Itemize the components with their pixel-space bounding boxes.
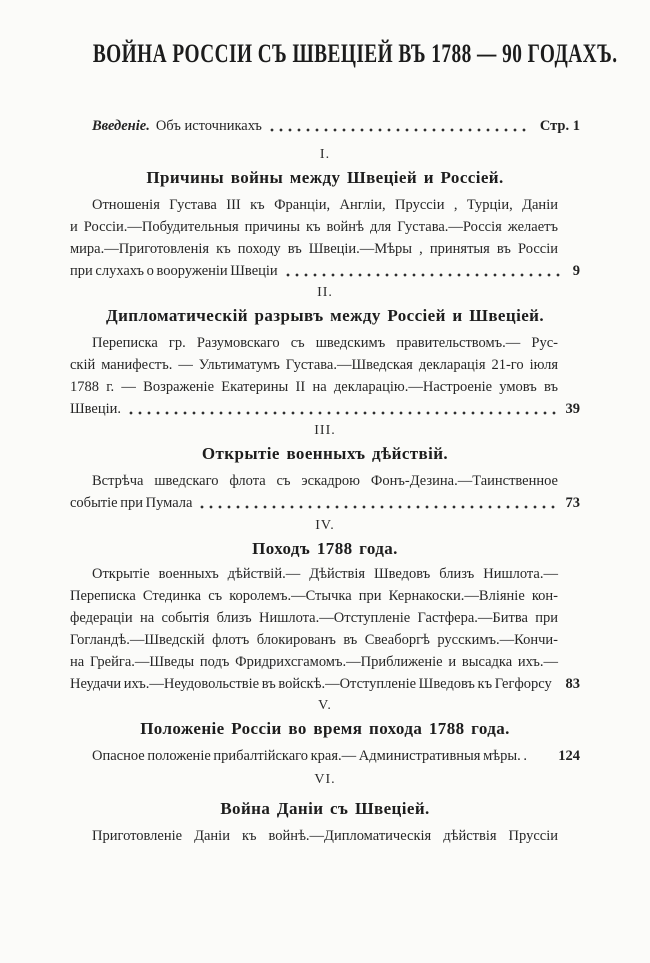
toc-section-2	[70, 284, 580, 420]
summary-line: на Грейга.—Шведы подъ Фридрихсгамомъ.—Приближеніе и высадка ихъ.—	[70, 654, 558, 670]
dot-leader	[286, 272, 563, 278]
summary-last-line	[70, 492, 580, 514]
summary-line: Открытіе военныхъ дѣйствій.— Дѣйствія Шведовъ близъ Нишлота.—	[92, 566, 558, 582]
dot-leader	[270, 127, 530, 133]
toc-section-4	[70, 517, 580, 695]
page-number: 124	[558, 748, 580, 764]
summary-last-line	[70, 673, 580, 695]
summary-line: Неудачи ихъ.—Неудовольствіе въ войскѣ.—Отступленіе Шведовъ къ Гегфорсу	[70, 676, 552, 692]
toc-entry-introduction	[70, 115, 580, 137]
summary-line: Встрѣча шведскаго флота съ эскадрою Фонъ-Дезина.—Таинственное	[92, 473, 558, 489]
section-heading: Война Даніи съ Швеціей.	[220, 799, 430, 818]
toc-section-1	[70, 146, 580, 282]
summary-line: скій манифестъ. — Ультиматумъ Густава.—Шведская декларація 21-го іюля	[70, 357, 558, 373]
section-numeral: II.	[317, 285, 333, 300]
section-summary	[70, 470, 580, 514]
section-numeral: V.	[318, 698, 332, 713]
page-number: 9	[572, 263, 580, 279]
section-summary	[70, 563, 580, 695]
summary-line: и Россіи.—Побудительныя причины къ войнѣ для Густава.—Россія желаетъ	[70, 219, 558, 235]
summary-line: мира.—Приготовленія къ походу въ Швеціи.—Мѣры , принятыя въ Россіи	[70, 241, 558, 257]
toc-content	[70, 0, 618, 847]
summary-line: Приготовленіе Даніи къ войнѣ.—Дипломатическія дѣйствія Пруссіи	[92, 828, 558, 844]
summary-last-line	[70, 398, 580, 420]
summary-line: 1788 г. — Возраженіе Екатерины II на декларацію.—Настроеніе умовъ въ	[70, 379, 558, 395]
summary-line: Гогландѣ.—Шведскій флотъ блокированъ въ Свеаборгѣ русскимъ.—Кончи-	[70, 632, 558, 648]
summary-line: событіе при Пумала	[70, 495, 193, 511]
section-numeral: IV.	[315, 518, 335, 533]
section-summary	[70, 194, 580, 282]
summary-line: Швеціи.	[70, 401, 121, 417]
dot-leader	[129, 410, 556, 416]
page-number: 73	[565, 495, 580, 511]
section-numeral: I.	[319, 147, 331, 162]
introduction-text: Объ источникахъ	[155, 118, 262, 134]
summary-last-line	[70, 745, 580, 767]
section-heading: Дипломатическій разрывъ между Россіей и Швеціей.	[106, 306, 544, 325]
summary-line: Переписка гр. Разумовскаго съ шведскимъ правительствомъ.— Рус-	[92, 335, 558, 351]
summary-line: федераціи на событія близъ Нишлота.—Отступленіе Гастфера.—Битва при	[70, 610, 558, 626]
book-title-text: ВОЙНА РОССІИ СЪ ШВЕЦІЕЙ ВЪ 1788 — 90 ГОДАХЪ.	[92, 38, 618, 68]
introduction-label: Введеніе.	[92, 118, 150, 134]
section-summary	[70, 745, 580, 767]
toc-section-5	[70, 697, 580, 767]
summary-line: Переписка Стединка съ королемъ.—Стычка при Кернакоски.—Вліяніе кон-	[70, 588, 558, 604]
section-summary	[70, 332, 580, 420]
section-heading: Положеніе Россіи во время похода 1788 года.	[140, 719, 510, 738]
section-heading: Причины войны между Швеціей и Россіей.	[146, 168, 504, 187]
section-numeral: VI.	[314, 772, 336, 787]
toc-section-6	[70, 771, 580, 847]
summary-line: при слухахъ о вооруженіи Швеціи	[70, 263, 278, 279]
page-number: 39	[565, 401, 580, 417]
summary-line: Опасное положеніе прибалтійскаго края.— Административныя мѣры. .	[92, 748, 528, 764]
summary-last-line	[70, 260, 580, 282]
section-heading: Походъ 1788 года.	[252, 539, 398, 558]
page-number: 83	[565, 676, 580, 692]
section-heading: Открытіе военныхъ дѣйствій.	[201, 444, 449, 463]
dot-leader	[200, 504, 555, 510]
section-summary	[70, 825, 580, 847]
toc-section-3	[70, 422, 580, 514]
section-numeral: III.	[314, 423, 336, 438]
book-title	[70, 38, 618, 71]
summary-line: Отношенія Густава III къ Франціи, Англіи, Пруссіи , Турціи, Даніи	[92, 197, 558, 213]
page-reference: Стр. 1	[539, 118, 580, 134]
